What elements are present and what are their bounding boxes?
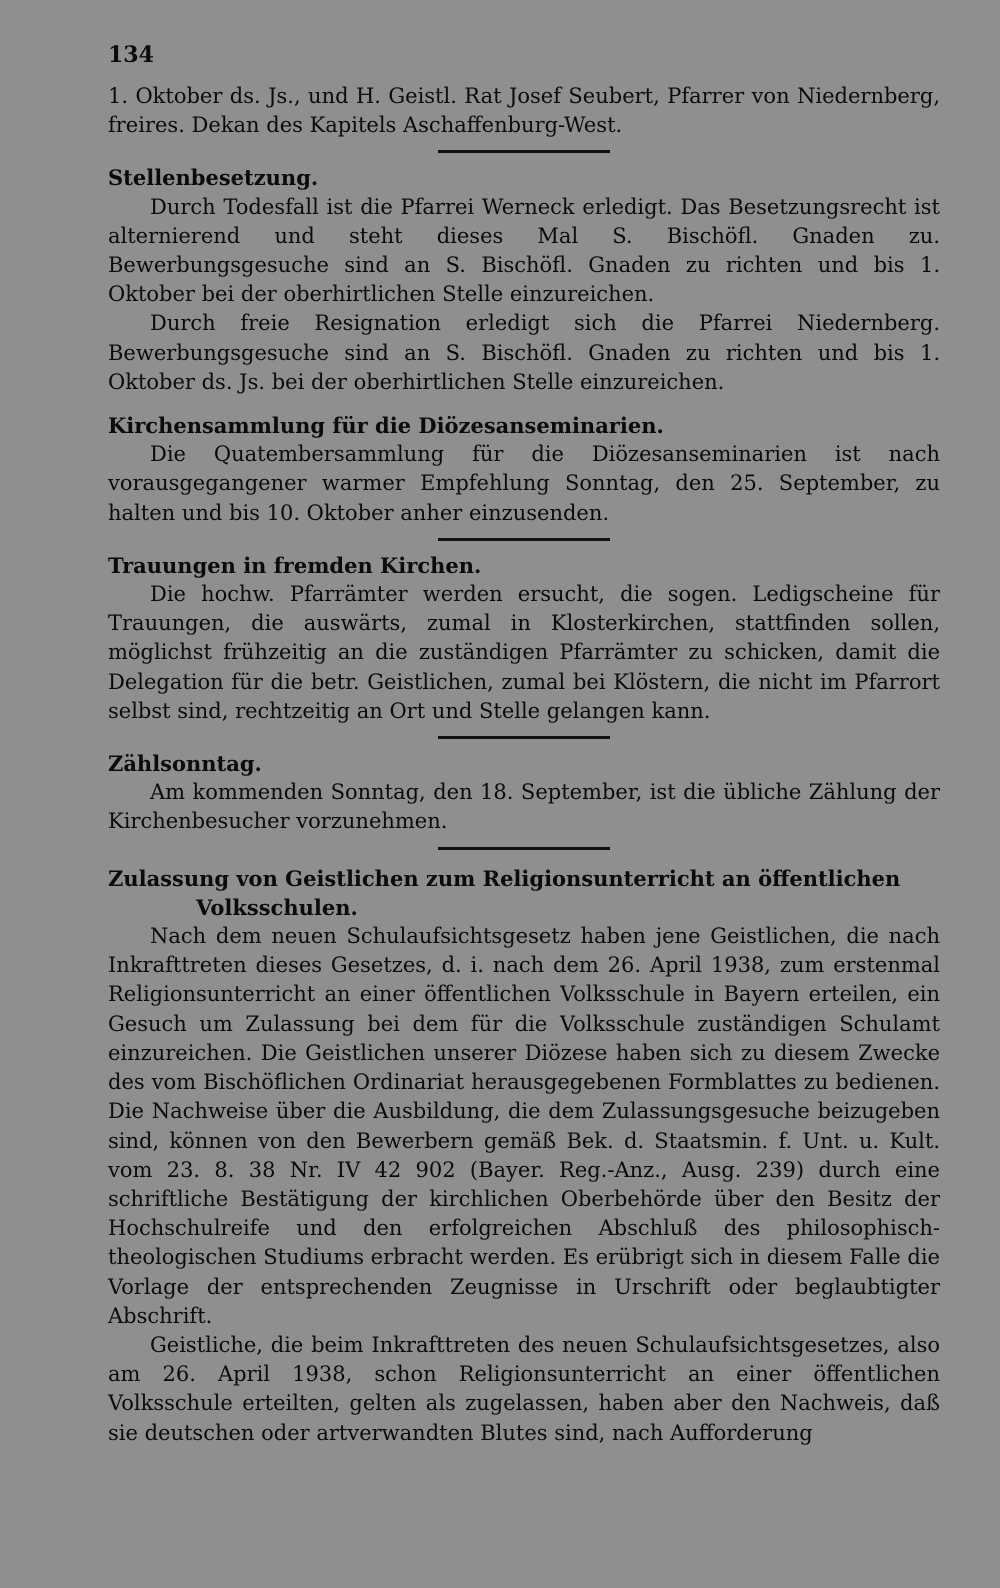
document-page: [108, 40, 940, 1448]
section-trauungen: [108, 551, 940, 726]
paragraph: Durch Todesfall ist die Pfarrei Werneck erledigt. Das Besetzungsrecht ist alternierend und steht dieses Mal S. Bischöfl. Gnaden zu. Bewerbungsgesuche sind an S. Bischöfl. Gnaden zu richten und bis 1. Oktober bei der oberhirtlichen Stelle einzureichen.: [108, 194, 940, 307]
paragraph: Durch freie Resignation erledigt sich die Pfarrei Niedernberg. Bewerbungsgesuche sind an S. Bischöfl. Gnaden zu richten und bis 1. Oktober ds. Js. bei der oberhirtlichen Stelle einzureichen.: [108, 311, 940, 394]
section-zulassung: [108, 864, 940, 1448]
paragraph: Die hochw. Pfarrämter werden ersucht, die sogen. Ledigscheine für Trauungen, die auswärts, zumal in Klosterkirchen, stattfinden sollen, möglichst frühzeitig an die zuständigen Pfarrämter zu schicken, damit die Delegation für die betr. Geistlichen, zumal bei Klöstern, die nicht im Pfarrort selbst sind, rechtzeitig an Ort und Stelle gelangen kann.: [108, 582, 940, 723]
paragraph: Am kommenden Sonntag, den 18. September, ist die übliche Zählung der Kirchenbesucher vorzunehmen.: [108, 780, 940, 834]
section-heading: Stellenbesetzung.: [108, 165, 319, 191]
section-heading: Kirchensammlung für die Diözesanseminarien.: [108, 413, 664, 439]
paragraph: Nach dem neuen Schulaufsichtsgesetz haben jene Geistlichen, die nach Inkrafttreten dieses Gesetzes, d. i. nach dem 26. April 1938, zum erstenmal Religionsunterricht an einer öffentlichen Volksschule in Bayern erteilen, ein Gesuch um Zulassung bei dem für die Volksschule zuständigen Schulamt einzureichen. Die Geistlichen unserer Diözese haben sich zu diesem Zwecke des vom Bischöflichen Ordinariat herausgegebenen Formblattes zu bedienen. Die Nachweise über die Ausbildung, die dem Zulassungsgesuche beizugeben sind, können von den Bewerbern gemäß Bek. d. Staatsmin. f. Unt. u. Kult. vom 23. 8. 38 Nr. IV 42 902 (Bayer. Reg.-Anz., Ausg. 239) durch eine schriftliche Bestätigung der kirchlichen Oberbehörde über den Besitz der Hochschulreife und den erfolgreichen Abschluß des philosophisch-theologischen Studiums erbracht werden. Es erübrigt sich in diesem Falle die Vorlage der entsprechenden Zeugnisse in Urschrift oder beglaubtigter Abschrift.: [108, 924, 940, 1328]
section-kirchensammlung: [108, 411, 940, 528]
section-zaehlsonntag: [108, 749, 940, 837]
section-heading: Zulassung von Geistlichen zum Religionsunterricht an öffentlichen Volksschulen.: [108, 865, 901, 920]
intro-paragraph: 1. Oktober ds. Js., und H. Geistl. Rat Josef Seubert, Pfarrer von Niedernberg, freires. Dekan des Kapitels Aschaffenburg-West.: [108, 84, 940, 138]
paragraph: Die Quatembersammlung für die Diözesanseminarien ist nach vorausgegangener warmer Empfehlung Sonntag, den 25. September, zu halten und bis 10. Oktober anher einzusenden.: [108, 442, 940, 525]
section-stellenbesetzung: [108, 163, 940, 397]
section-heading: Trauungen in fremden Kirchen.: [108, 552, 482, 578]
paragraph: Geistliche, die beim Inkrafttreten des neuen Schulaufsichtsgesetzes, also am 26. April 1938, schon Religionsunterricht an einer öffentlichen Volksschule erteilten, gelten als zugelassen, haben aber den Nachweis, daß sie deutschen oder artverwandten Blutes sind, nach Aufforderung: [108, 1332, 940, 1445]
section-heading: Zählsonntag.: [108, 751, 262, 777]
page-number: 134: [108, 42, 154, 68]
